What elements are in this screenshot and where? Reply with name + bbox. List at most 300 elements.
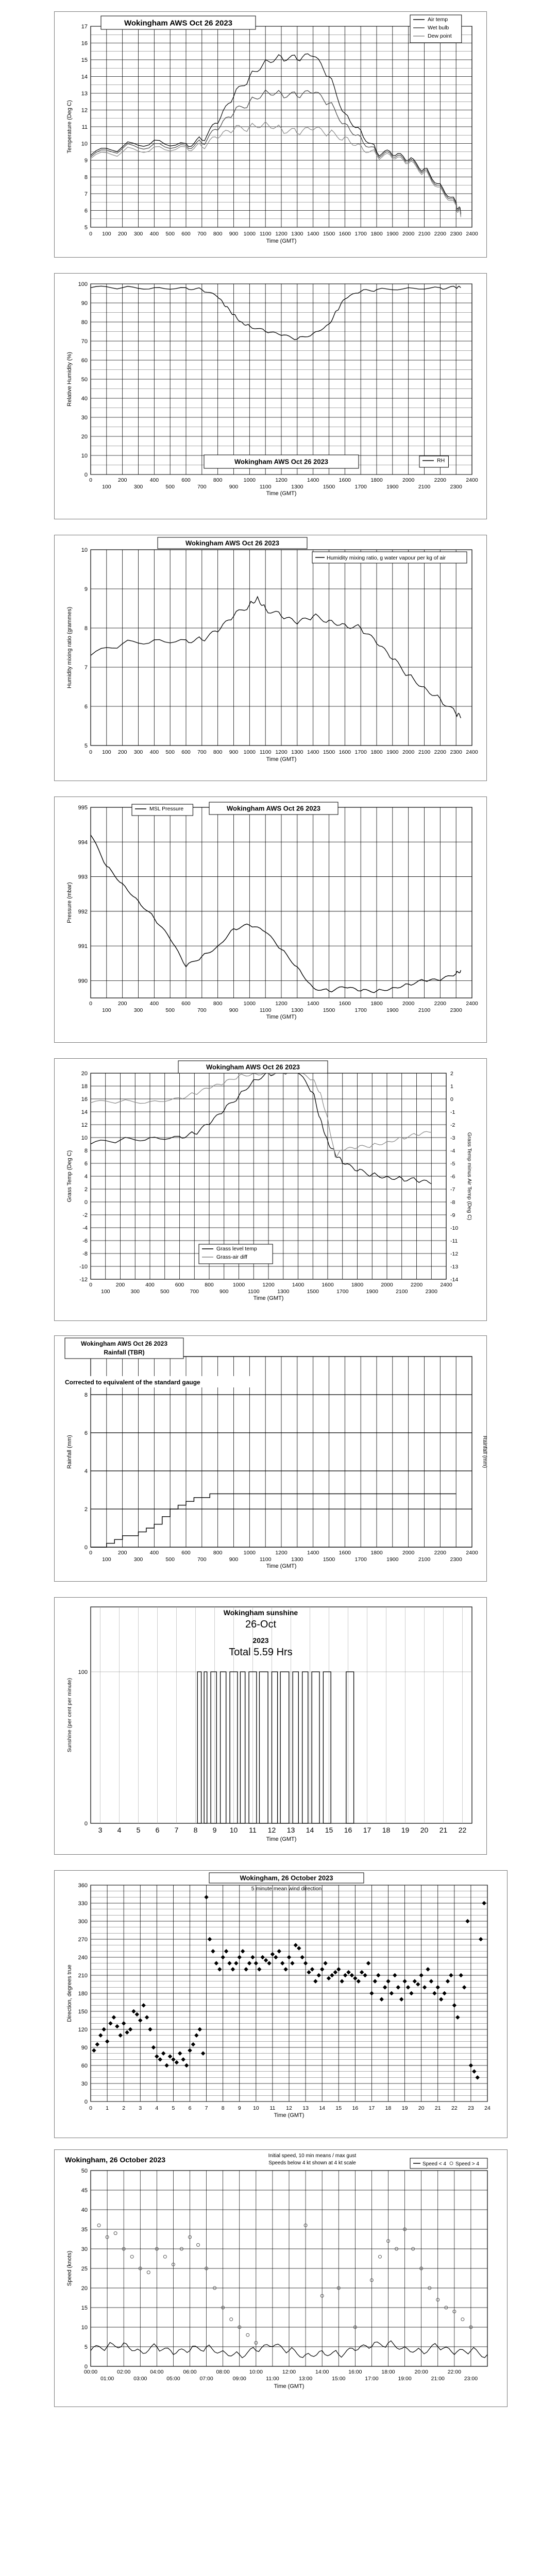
y-tick-label: 10 bbox=[81, 1135, 88, 1141]
x-tick-label: 1500 bbox=[323, 231, 335, 237]
x-tick-label-top: 1400 bbox=[307, 1550, 319, 1556]
y-tick-label: 9 bbox=[84, 158, 88, 164]
y-tick-label: 4 bbox=[84, 1468, 88, 1475]
y-right-axis-label: Grass Temp minus Air Temp (Deg C) bbox=[466, 1132, 472, 1221]
x-axis-label: Time (GMT) bbox=[266, 490, 297, 497]
x-tick-label-top: 2200 bbox=[434, 1550, 447, 1556]
x-tick-label: 8 bbox=[221, 2105, 225, 2111]
y-tick-label: 993 bbox=[78, 874, 88, 880]
x-tick-label-top: 2400 bbox=[466, 477, 478, 483]
y-tick-label: 60 bbox=[81, 2063, 88, 2069]
y-tick-label: 45 bbox=[81, 2188, 88, 2194]
x-tick-label: 900 bbox=[229, 231, 239, 237]
x-tick-label: 1100 bbox=[259, 749, 272, 755]
y-tick-label: 25 bbox=[81, 2266, 88, 2272]
x-tick-label: 1600 bbox=[339, 749, 351, 755]
y-axis-label: Rainfall (mm) bbox=[66, 1435, 73, 1469]
y-tick-label: -10 bbox=[79, 1264, 88, 1270]
x-tick-label: 12 bbox=[267, 1826, 276, 1834]
x-tick-label: 1400 bbox=[307, 231, 319, 237]
y-tick-label: 8 bbox=[84, 1148, 88, 1154]
x-tick-label-top: 2000 bbox=[381, 1282, 393, 1288]
y-tick-label: 10 bbox=[81, 2325, 88, 2331]
legend-label: MSL Pressure bbox=[149, 806, 184, 812]
y-tick-label: 9 bbox=[84, 586, 88, 592]
y-axis-label: Relative Humidity (%) bbox=[66, 352, 73, 406]
y-tick-label: 300 bbox=[78, 1919, 88, 1925]
x-tick-label-top: 400 bbox=[149, 1550, 159, 1556]
x-tick-label-top: 1400 bbox=[307, 1001, 319, 1007]
x-tick-label-top: 400 bbox=[145, 1282, 155, 1288]
x-tick-label: 400 bbox=[149, 231, 159, 237]
y-right-tick-label: -10 bbox=[450, 1225, 459, 1231]
x-tick-label-bottom: 17:00 bbox=[365, 2376, 379, 2382]
x-tick-label: 22 bbox=[458, 1826, 467, 1834]
y-tick-label: 12 bbox=[81, 107, 88, 114]
x-tick-label-bottom: 700 bbox=[190, 1289, 199, 1295]
x-tick-label: 21 bbox=[434, 2105, 441, 2111]
y-tick-label: 100 bbox=[78, 1669, 88, 1675]
x-tick-label: 200 bbox=[117, 231, 127, 237]
x-tick-label: 2000 bbox=[402, 231, 415, 237]
x-tick-label-bottom: 900 bbox=[229, 484, 239, 490]
x-tick-label-bottom: 1700 bbox=[354, 1007, 367, 1013]
chart-panel-pressure bbox=[54, 796, 487, 1043]
x-tick-label-top: 200 bbox=[117, 1550, 127, 1556]
x-tick-label: 200 bbox=[117, 749, 127, 755]
x-tick-label: 700 bbox=[197, 749, 207, 755]
x-tick-label: 9 bbox=[238, 2105, 241, 2111]
y-tick-label: 70 bbox=[81, 338, 88, 345]
y-tick-label: 14 bbox=[81, 1109, 88, 1115]
x-tick-label: 2100 bbox=[418, 231, 431, 237]
x-tick-label: 16 bbox=[352, 2105, 359, 2111]
y-tick-label: 12 bbox=[81, 1122, 88, 1128]
x-tick-label-bottom: 2100 bbox=[418, 484, 431, 490]
chart-title: Wokingham AWS Oct 26 2023 bbox=[234, 457, 329, 466]
x-tick-label-bottom: 11:00 bbox=[266, 2376, 279, 2382]
chart-svg-temperature bbox=[55, 12, 486, 257]
x-tick-label: 7 bbox=[174, 1826, 179, 1834]
y-tick-label: 10 bbox=[81, 453, 88, 459]
x-tick-label-top: 600 bbox=[175, 1282, 184, 1288]
x-tick-label: 300 bbox=[133, 749, 143, 755]
x-tick-label-bottom: 07:00 bbox=[199, 2376, 213, 2382]
y-right-tick-label: -9 bbox=[450, 1212, 455, 1218]
x-tick-label-bottom: 1900 bbox=[366, 1289, 378, 1295]
chart-title: Wokingham AWS Oct 26 2023 bbox=[185, 539, 280, 547]
x-tick-label-top: 0 bbox=[89, 477, 92, 483]
chart-panel-wind-speed bbox=[54, 2149, 508, 2407]
chart-note: Corrected to equivalent of the standard gauge bbox=[65, 1379, 200, 1386]
x-tick-label: 3 bbox=[98, 1826, 103, 1834]
x-tick-label: 1200 bbox=[275, 231, 288, 237]
x-tick-label: 6 bbox=[155, 1826, 160, 1834]
x-tick-label: 2000 bbox=[402, 749, 415, 755]
x-tick-label-bottom: 01:00 bbox=[100, 2376, 114, 2382]
legend-label: Humidity mixing ratio, g water vapour per kg of air bbox=[327, 555, 446, 561]
chart-subtitle: 5 minute mean wind direction bbox=[251, 1886, 322, 1892]
y-axis-label: Temperature (Deg C) bbox=[66, 100, 73, 154]
x-tick-label-bottom: 13:00 bbox=[298, 2376, 313, 2382]
x-tick-label-bottom: 700 bbox=[197, 484, 207, 490]
x-tick-label-top: 2000 bbox=[402, 1001, 415, 1007]
x-tick-label-bottom: 1500 bbox=[323, 484, 335, 490]
x-tick-label-top: 2000 bbox=[402, 477, 415, 483]
x-tick-label-top: 400 bbox=[149, 1001, 159, 1007]
x-tick-label-top: 1800 bbox=[351, 1282, 364, 1288]
chart-panel-wind-direction bbox=[54, 1870, 508, 2138]
y-tick-label: 15 bbox=[81, 57, 88, 63]
x-tick-label-bottom: 1500 bbox=[323, 1007, 335, 1013]
y-right-tick-label: 0 bbox=[450, 1096, 453, 1103]
y-axis-label: Grass Temp (Deg C) bbox=[66, 1150, 73, 1202]
x-tick-label: 5 bbox=[172, 2105, 175, 2111]
y-tick-label: 7 bbox=[84, 665, 88, 671]
legend-label: RH bbox=[437, 457, 445, 464]
x-tick-label-top: 14:00 bbox=[315, 2369, 329, 2375]
x-tick-label: 0 bbox=[89, 2105, 92, 2111]
x-tick-label: 14 bbox=[319, 2105, 326, 2111]
x-tick-label-bottom: 300 bbox=[133, 1556, 143, 1563]
y-tick-label: 17 bbox=[81, 24, 88, 30]
x-tick-label-bottom: 2300 bbox=[450, 484, 462, 490]
x-tick-label-bottom: 1700 bbox=[354, 1556, 367, 1563]
y-tick-label: 14 bbox=[81, 74, 88, 80]
x-tick-label: 17 bbox=[368, 2105, 375, 2111]
y-right-tick-label: -4 bbox=[450, 1148, 455, 1154]
x-tick-label: 1600 bbox=[339, 231, 351, 237]
chart-panel-humidity bbox=[54, 273, 487, 519]
x-tick-label: 1700 bbox=[354, 749, 367, 755]
y-axis-label: Direction, degrees true bbox=[66, 1964, 73, 2022]
x-tick-label: 400 bbox=[149, 749, 159, 755]
y-tick-label: 50 bbox=[81, 377, 88, 383]
y-tick-label: 10 bbox=[81, 547, 88, 553]
chart-title: Wokingham, 26 October 2023 bbox=[65, 2156, 166, 2164]
x-tick-label: 1 bbox=[106, 2105, 109, 2111]
chart-svg-pressure bbox=[55, 797, 486, 1042]
y-tick-label: 13 bbox=[81, 91, 88, 97]
x-tick-label: 1800 bbox=[370, 231, 383, 237]
chart-panel-mixing-ratio bbox=[54, 535, 487, 781]
x-tick-label: 900 bbox=[229, 749, 239, 755]
y-tick-label: 30 bbox=[81, 2246, 88, 2252]
x-tick-label-top: 1400 bbox=[307, 477, 319, 483]
x-tick-label-bottom: 500 bbox=[165, 1007, 175, 1013]
x-tick-label-top: 02:00 bbox=[117, 2369, 131, 2375]
x-tick-label: 11 bbox=[249, 1826, 257, 1834]
x-tick-label-top: 0 bbox=[89, 1282, 92, 1288]
x-tick-label-top: 04:00 bbox=[150, 2369, 164, 2375]
y-tick-label: 60 bbox=[81, 358, 88, 364]
x-tick-label: 1300 bbox=[291, 231, 303, 237]
chart-title: Wokingham, 26 October 2023 bbox=[240, 1874, 333, 1882]
y-tick-label: -4 bbox=[82, 1225, 88, 1231]
y-tick-label: 360 bbox=[78, 1883, 88, 1889]
chart-title: Wokingham AWS Oct 26 2023 bbox=[226, 804, 321, 812]
x-tick-label-bottom: 900 bbox=[229, 1556, 239, 1563]
y-tick-label: 10 bbox=[81, 141, 88, 147]
x-tick-label-bottom: 2100 bbox=[396, 1289, 408, 1295]
x-tick-label-bottom: 19:00 bbox=[398, 2376, 412, 2382]
chart-svg-humidity bbox=[55, 274, 486, 519]
x-tick-label: 2400 bbox=[466, 231, 478, 237]
x-tick-label-bottom: 23:00 bbox=[464, 2376, 478, 2382]
x-tick-label: 2200 bbox=[434, 749, 447, 755]
y-tick-label: 5 bbox=[84, 743, 88, 749]
y-right-tick-label: -13 bbox=[450, 1264, 459, 1270]
x-tick-label-top: 200 bbox=[117, 1001, 127, 1007]
x-tick-label: 15 bbox=[325, 1826, 333, 1834]
legend-label: Grass level temp bbox=[216, 1246, 257, 1252]
x-tick-label-top: 2400 bbox=[466, 1550, 478, 1556]
y-tick-label: 0 bbox=[84, 472, 88, 478]
x-tick-label-top: 200 bbox=[115, 1282, 125, 1288]
x-tick-label: 2 bbox=[122, 2105, 126, 2111]
x-tick-label: 700 bbox=[197, 231, 207, 237]
chart-svg-wind-speed bbox=[55, 2150, 507, 2406]
x-tick-label-bottom: 300 bbox=[133, 484, 143, 490]
x-tick-label-top: 2200 bbox=[434, 477, 447, 483]
x-tick-label-bottom: 1100 bbox=[259, 484, 272, 490]
y-tick-label: 994 bbox=[78, 839, 88, 846]
x-tick-label: 10 bbox=[229, 1826, 238, 1834]
y-tick-label: 90 bbox=[81, 300, 88, 307]
y-tick-label: 100 bbox=[78, 281, 88, 287]
x-tick-label: 19 bbox=[401, 2105, 408, 2111]
y-tick-label: 2 bbox=[84, 1506, 88, 1513]
y-tick-label: 991 bbox=[78, 943, 88, 950]
x-axis-label: Time (GMT) bbox=[274, 2112, 305, 2119]
y-tick-label: 180 bbox=[78, 1991, 88, 1997]
x-axis-label: Time (GMT) bbox=[266, 1014, 297, 1020]
x-tick-label: 10 bbox=[252, 2105, 259, 2111]
y-tick-label: 5 bbox=[84, 225, 88, 231]
legend-label: Wet bulb bbox=[428, 25, 449, 31]
x-tick-label: 5 bbox=[136, 1826, 141, 1834]
y-tick-label: 20 bbox=[81, 1071, 88, 1077]
x-tick-label: 13 bbox=[286, 1826, 295, 1834]
x-axis-label: Time (GMT) bbox=[266, 1563, 297, 1569]
x-tick-label: 1800 bbox=[370, 749, 383, 755]
x-tick-label-bottom: 2100 bbox=[418, 1007, 431, 1013]
y-right-axis-label: Rainfall (mm) bbox=[482, 1435, 488, 1468]
x-tick-label-top: 1600 bbox=[322, 1282, 334, 1288]
x-tick-label-bottom: 1900 bbox=[386, 1007, 399, 1013]
x-tick-label: 4 bbox=[155, 2105, 159, 2111]
x-tick-label: 800 bbox=[213, 231, 223, 237]
y-tick-label: 30 bbox=[81, 415, 88, 421]
x-tick-label: 300 bbox=[133, 231, 143, 237]
x-tick-label-top: 800 bbox=[205, 1282, 214, 1288]
x-tick-label: 500 bbox=[165, 231, 175, 237]
x-tick-label-bottom: 2300 bbox=[425, 1289, 437, 1295]
x-tick-label: 7 bbox=[205, 2105, 208, 2111]
x-tick-label-top: 2200 bbox=[434, 1001, 447, 1007]
y-right-tick-label: -7 bbox=[450, 1187, 455, 1193]
x-tick-label: 6 bbox=[188, 2105, 192, 2111]
x-tick-label-top: 1400 bbox=[292, 1282, 305, 1288]
x-tick-label-top: 1200 bbox=[275, 1550, 288, 1556]
x-tick-label-bottom: 1900 bbox=[386, 484, 399, 490]
x-tick-label: 2200 bbox=[434, 231, 447, 237]
x-tick-label-bottom: 300 bbox=[133, 1007, 143, 1013]
x-tick-label-bottom: 1100 bbox=[259, 1556, 272, 1563]
y-tick-label: 150 bbox=[78, 2009, 88, 2015]
x-tick-label: 1000 bbox=[243, 231, 256, 237]
x-tick-label-bottom: 1500 bbox=[323, 1556, 335, 1563]
x-tick-label: 1100 bbox=[259, 231, 272, 237]
x-tick-label-bottom: 1300 bbox=[277, 1289, 290, 1295]
x-tick-label-top: 2200 bbox=[410, 1282, 423, 1288]
y-tick-label: 0 bbox=[84, 1821, 88, 1827]
x-tick-label-top: 600 bbox=[181, 477, 191, 483]
y-right-tick-label: -11 bbox=[450, 1238, 458, 1244]
y-tick-label: 240 bbox=[78, 1955, 88, 1961]
x-tick-label-bottom: 100 bbox=[102, 1007, 111, 1013]
chart-panel-grass-temp bbox=[54, 1058, 487, 1321]
x-tick-label: 16 bbox=[344, 1826, 352, 1834]
legend-label: Air temp bbox=[428, 16, 448, 23]
x-tick-label: 9 bbox=[212, 1826, 217, 1834]
y-right-tick-label: -12 bbox=[450, 1251, 459, 1257]
x-tick-label-top: 200 bbox=[117, 477, 127, 483]
x-tick-label-bottom: 21:00 bbox=[431, 2376, 445, 2382]
y-tick-label: 20 bbox=[81, 2285, 88, 2292]
x-tick-label: 4 bbox=[117, 1826, 122, 1834]
x-tick-label-bottom: 1300 bbox=[291, 484, 303, 490]
y-axis-label: Humidity mixing ratio (grammes) bbox=[66, 606, 73, 689]
chart-svg-sunshine bbox=[55, 1598, 486, 1854]
x-tick-label-bottom: 1300 bbox=[291, 1007, 303, 1013]
x-tick-label-bottom: 2100 bbox=[418, 1556, 431, 1563]
x-tick-label-bottom: 1900 bbox=[386, 1556, 399, 1563]
chart-svg-mixing-ratio bbox=[55, 535, 486, 781]
x-axis-label: Time (GMT) bbox=[253, 1295, 284, 1301]
y-right-tick-label: -2 bbox=[450, 1122, 455, 1128]
chart-title: Wokingham AWS Oct 26 2023 bbox=[80, 1340, 168, 1347]
x-tick-label-top: 600 bbox=[181, 1550, 191, 1556]
x-tick-label-bottom: 500 bbox=[160, 1289, 170, 1295]
x-tick-label: 18 bbox=[382, 1826, 391, 1834]
x-tick-label: 0 bbox=[89, 231, 92, 237]
x-tick-label-bottom: 05:00 bbox=[166, 2376, 180, 2382]
y-tick-label: 16 bbox=[81, 1096, 88, 1103]
x-tick-label: 1400 bbox=[307, 749, 319, 755]
x-tick-label: 17 bbox=[363, 1826, 371, 1834]
y-right-tick-label: -3 bbox=[450, 1135, 455, 1141]
x-tick-label: 13 bbox=[302, 2105, 309, 2111]
chart-panel-sunshine bbox=[54, 1597, 487, 1855]
chart-subtitle: Rainfall (TBR) bbox=[104, 1349, 145, 1356]
y-tick-label: -2 bbox=[82, 1212, 88, 1218]
y-tick-label: 40 bbox=[81, 2207, 88, 2213]
y-right-tick-label: -8 bbox=[450, 1199, 455, 1206]
x-tick-label: 2300 bbox=[450, 231, 462, 237]
y-tick-label: 6 bbox=[84, 704, 88, 710]
x-tick-label: 0 bbox=[89, 749, 92, 755]
x-tick-label-bottom: 100 bbox=[100, 1289, 110, 1295]
chart-note-1: Initial speed, 10 min means / max gust bbox=[268, 2153, 357, 2159]
x-tick-label-top: 1000 bbox=[243, 1001, 256, 1007]
x-tick-label: 20 bbox=[420, 1826, 429, 1834]
y-axis-label: Sunshine (per cent per minute) bbox=[66, 1677, 73, 1753]
y-tick-label: 35 bbox=[81, 2227, 88, 2233]
y-tick-label: 6 bbox=[84, 1430, 88, 1436]
y-right-tick-label: -1 bbox=[450, 1109, 455, 1115]
x-tick-label: 2400 bbox=[466, 749, 478, 755]
chart-svg-rainfall bbox=[55, 1336, 486, 1581]
x-tick-label-top: 800 bbox=[213, 1550, 223, 1556]
legend-label: Dew point bbox=[428, 33, 452, 39]
x-tick-label-top: 1200 bbox=[275, 477, 288, 483]
chart-year: 2023 bbox=[252, 1636, 269, 1645]
x-tick-label: 500 bbox=[165, 749, 175, 755]
x-tick-label-top: 2400 bbox=[440, 1282, 452, 1288]
y-tick-label: 0 bbox=[84, 2364, 88, 2370]
x-tick-label-top: 1600 bbox=[339, 1001, 351, 1007]
x-tick-label-top: 1000 bbox=[232, 1282, 245, 1288]
x-tick-label-top: 00:00 bbox=[83, 2369, 98, 2375]
x-tick-label: 2100 bbox=[418, 749, 431, 755]
x-tick-label: 100 bbox=[102, 231, 111, 237]
x-tick-label-top: 0 bbox=[89, 1550, 92, 1556]
x-tick-label: 12 bbox=[286, 2105, 292, 2111]
legend-label: Grass-air diff bbox=[216, 1254, 247, 1260]
y-tick-label: 0 bbox=[84, 1545, 88, 1551]
x-tick-label: 800 bbox=[213, 749, 223, 755]
y-tick-label: 330 bbox=[78, 1901, 88, 1907]
x-tick-label: 3 bbox=[139, 2105, 142, 2111]
y-tick-label: 6 bbox=[84, 1161, 88, 1167]
x-tick-label-bottom: 1100 bbox=[259, 1007, 272, 1013]
x-tick-label-top: 800 bbox=[213, 1001, 223, 1007]
x-tick-label-top: 20:00 bbox=[414, 2369, 428, 2375]
x-axis-label: Time (GMT) bbox=[266, 1836, 297, 1842]
x-tick-label: 600 bbox=[181, 231, 191, 237]
y-tick-label: 7 bbox=[84, 191, 88, 197]
x-tick-label-top: 0 bbox=[89, 1001, 92, 1007]
x-tick-label: 600 bbox=[181, 749, 191, 755]
x-tick-label-bottom: 700 bbox=[197, 1007, 207, 1013]
y-tick-label: 80 bbox=[81, 319, 88, 326]
x-tick-label-top: 1600 bbox=[339, 477, 351, 483]
y-tick-label: 30 bbox=[81, 2081, 88, 2087]
x-tick-label-top: 2000 bbox=[402, 1550, 415, 1556]
y-tick-label: 16 bbox=[81, 40, 88, 47]
x-tick-label-bottom: 100 bbox=[102, 484, 111, 490]
y-tick-label: 0 bbox=[84, 2099, 88, 2105]
x-tick-label-bottom: 2300 bbox=[450, 1007, 462, 1013]
chart-total: Total 5.59 Hrs bbox=[229, 1647, 293, 1658]
y-tick-label: 990 bbox=[78, 978, 88, 985]
x-tick-label-top: 800 bbox=[213, 477, 223, 483]
x-tick-label: 20 bbox=[418, 2105, 425, 2111]
x-tick-label-top: 22:00 bbox=[447, 2369, 461, 2375]
y-tick-label: -12 bbox=[79, 1277, 88, 1283]
y-tick-label: 18 bbox=[81, 1083, 88, 1090]
x-tick-label-top: 2400 bbox=[466, 1001, 478, 1007]
plot-area bbox=[91, 1607, 472, 1823]
x-tick-label-bottom: 2300 bbox=[450, 1556, 462, 1563]
y-tick-label: 4 bbox=[84, 1174, 88, 1180]
x-tick-label-top: 16:00 bbox=[348, 2369, 362, 2375]
x-tick-label: 1900 bbox=[386, 749, 399, 755]
y-tick-label: 11 bbox=[81, 124, 88, 130]
x-tick-label-bottom: 1300 bbox=[291, 1556, 303, 1563]
chart-svg-wind-direction bbox=[55, 1871, 507, 2138]
